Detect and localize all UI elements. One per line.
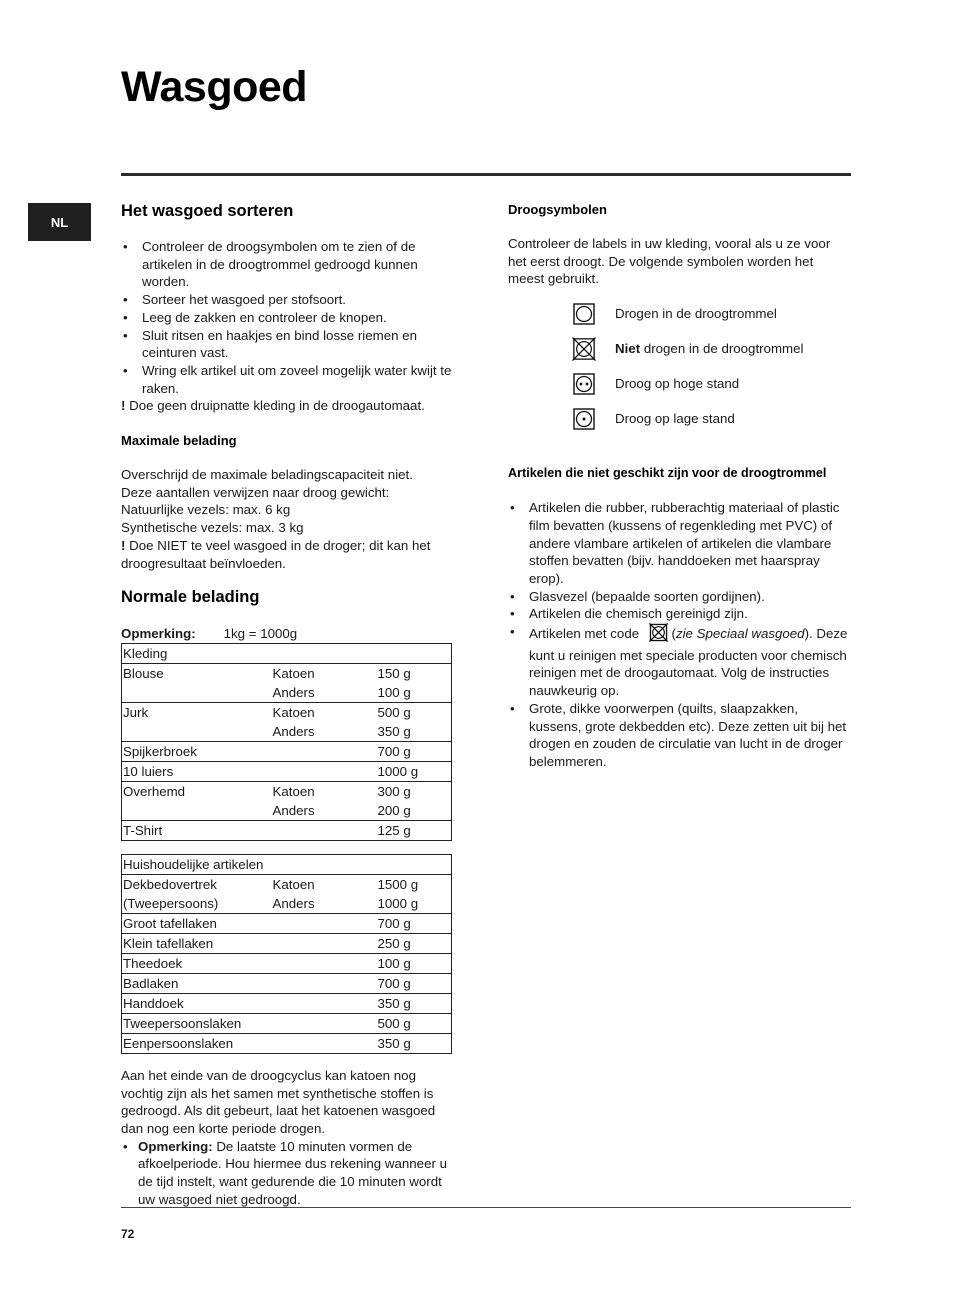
weight-cell: 300 g: [377, 781, 452, 801]
item-cell: Overhemd: [122, 781, 272, 801]
symbol-label: Niet drogen in de droogtrommel: [615, 340, 804, 356]
fabric-cell: Anders: [272, 723, 315, 739]
weight-cell: 1500 g: [377, 874, 452, 894]
item-cell: Badlaken: [122, 973, 272, 993]
table-row: [122, 761, 452, 781]
end-note-list: [121, 1138, 457, 1209]
fabric-cell: [272, 993, 377, 1013]
max-heading: Maximale belading: [121, 433, 237, 449]
fabric-cell: [272, 1033, 377, 1053]
item-cell: Blouse: [122, 663, 272, 683]
normal-heading: Normale belading: [121, 588, 260, 607]
sort-heading: Het wasgoed sorteren: [121, 202, 294, 220]
fabric-cell: Katoen: [272, 874, 377, 894]
fabric-cell: Anders: [272, 802, 315, 818]
fabric-cell: [272, 933, 377, 953]
list-item: • Artikelen die rubber, rubberachtig materiaal of plastic film bevatten (kussens of regenkleding met PVC) of andere vlambare artikelen of artikelen die vlambare stoffen bevatten (bijv. handdoeken met haarspray erop).: [508, 499, 850, 588]
weight-cell: 200 g: [377, 802, 411, 818]
normal-note: Opmerking: 1kg = 1000g: [121, 626, 298, 642]
table-row: [122, 993, 452, 1013]
item-cell: Groot tafellaken: [122, 913, 272, 933]
table-row: [122, 781, 452, 801]
weight-cell: 350 g: [377, 723, 411, 739]
fabric-cell: [272, 761, 377, 781]
table-row: [122, 973, 452, 993]
weight-cell: 700 g: [377, 973, 452, 993]
sort-warning: ! Doe geen druipnatte kleding in de droogautomaat.: [121, 398, 425, 414]
weight-cell: 350 g: [377, 1033, 452, 1053]
item-cell: T-Shirt: [122, 820, 272, 840]
item-cell: 10 luiers: [122, 761, 272, 781]
item-cell: Spijkerbroek: [122, 741, 272, 761]
symbol-row: [508, 296, 850, 331]
symbol-label: Drogen in de droogtrommel: [615, 305, 777, 321]
fabric-cell: [272, 953, 377, 973]
weight-cell: 700 g: [377, 741, 452, 761]
fabric-cell: Anders: [272, 684, 315, 700]
weight-cell: 125 g: [377, 820, 452, 840]
list-item: • Artikelen die chemisch gereinigd zijn.: [508, 605, 850, 623]
list-item: • Controleer de droogsymbolen om te zien of de artikelen in de droogtrommel gedroogd kunnen worden.: [121, 238, 457, 291]
fabric-cell: [272, 1013, 377, 1033]
fabric-cell: Katoen: [272, 781, 377, 801]
unsuitable-heading: Artikelen die niet geschikt zijn voor de droogtrommel: [508, 466, 827, 481]
max-warning: ! Doe NIET te veel wasgoed in de droger; dit kan het droogresultaat beïnvloeden.: [121, 537, 431, 571]
item-cell: Theedoek: [122, 953, 272, 973]
table-row: [122, 933, 452, 953]
fabric-cell: [272, 973, 377, 993]
page-title: Wasgoed: [121, 63, 308, 111]
table-row: [122, 722, 452, 742]
table-header: Huishoudelijke artikelen: [123, 856, 264, 872]
item-cell: Klein tafellaken: [122, 933, 272, 953]
weight-cell: 500 g: [377, 702, 452, 722]
weight-cell: 100 g: [377, 953, 452, 973]
symbols-intro: Controleer de labels in uw kleding, vooral als u ze voor het eerst droogt. De volgende symbolen worden het meest gebruikt.: [508, 236, 831, 287]
weight-cell: 500 g: [377, 1013, 452, 1033]
table-row: [122, 801, 452, 821]
fabric-cell: Katoen: [272, 702, 377, 722]
table-row: [122, 663, 452, 683]
page-number: 72: [121, 1227, 135, 1241]
list-item: • Sorteer het wasgoed per stofsoort.: [121, 291, 457, 309]
item-cell: Handdoek: [122, 993, 272, 1013]
table-row: [122, 913, 452, 933]
dry-high-heat-icon: [572, 372, 596, 396]
warning-mark: !: [121, 398, 126, 414]
do-not-tumble-dry-icon: [572, 337, 596, 361]
fabric-cell: Katoen: [272, 663, 377, 683]
unsuitable-list: [508, 499, 850, 771]
symbol-row: [508, 401, 850, 436]
list-item: • Wring elk artikel uit om zoveel mogelijk water kwijt te raken.: [121, 362, 457, 397]
table-header-row: [122, 854, 452, 874]
end-text: Aan het einde van de droogcyclus kan katoen nog vochtig zijn als het samen met synthetische stoffen is gedroogd. Als dit gebeurt, laat het katoenen wasgoed dan nog een korte periode drogen.: [121, 1067, 436, 1137]
top-divider: [121, 173, 851, 176]
table-row: [122, 741, 452, 761]
item-cell: [122, 683, 272, 703]
symbol-row: [508, 366, 850, 401]
max-text: Overschrijd de maximale beladingscapaciteit niet. Deze aantallen verwijzen naar droog gewicht: Natuurlijke vezels: max. 6 kg Synthetische vezels: max. 3 kg ! Doe NIET te veel wasgoed in de droger; dit kan het droogresultaat beïnvloeden.: [121, 466, 457, 572]
table-row: [122, 1013, 452, 1033]
item-cell: Eenpersoonslaken: [122, 1033, 272, 1053]
table-row: [122, 1033, 452, 1053]
table-header-row: [122, 643, 452, 663]
weight-cell: 350 g: [377, 993, 452, 1013]
bottom-divider: [121, 1207, 851, 1208]
item-cell: (Tweepersoons): [123, 895, 219, 911]
clothing-table: [121, 643, 452, 841]
list-item: • Opmerking: De laatste 10 minuten vormen de afkoelperiode. Hou hiermee dus rekening wanneer u de tijd instelt, want gedurende die 10 minuten wordt uw wasgoed niet gedroogd.: [121, 1138, 457, 1209]
list-item: • Artikelen met code (zie Speciaal wasgoed). Deze kunt u reinigen met speciale producten voor chemisch reinigen met de droogautomaat. Volg de instructies nauwkeurig op.: [508, 623, 850, 700]
list-item: • Glasvezel (bepaalde soorten gordijnen).: [508, 588, 850, 606]
list-item: • Sluit ritsen en haakjes en bind losse riemen en ceinturen vast.: [121, 327, 457, 362]
item-cell: [122, 722, 272, 742]
table-row: [122, 894, 452, 914]
item-cell: [122, 801, 272, 821]
weight-cell: 150 g: [377, 663, 452, 683]
symbols-heading: Droogsymbolen: [508, 202, 607, 217]
table-row: [122, 702, 452, 722]
weight-cell: 1000 g: [377, 895, 419, 911]
fabric-cell: [272, 820, 377, 840]
symbol-label: Droog op lage stand: [615, 410, 735, 426]
warning-mark: !: [121, 537, 126, 553]
table-row: [122, 820, 452, 840]
language-tab: NL: [28, 203, 91, 241]
table-row: [122, 953, 452, 973]
weight-cell: 1000 g: [377, 761, 452, 781]
weight-cell: 100 g: [377, 684, 411, 700]
item-cell: Tweepersoonslaken: [122, 1013, 272, 1033]
sort-list: [121, 238, 457, 397]
list-item: • Leeg de zakken en controleer de knopen.: [121, 309, 457, 327]
left-column: [121, 201, 457, 1209]
table-header: Kleding: [123, 645, 168, 661]
dry-low-heat-icon: [572, 407, 596, 431]
table-row: [122, 683, 452, 703]
table-row: [122, 874, 452, 894]
tumble-dry-icon: [572, 302, 596, 326]
weight-cell: 700 g: [377, 913, 452, 933]
item-cell: Dekbedovertrek: [122, 874, 272, 894]
symbol-list: [508, 296, 850, 436]
fabric-cell: [272, 741, 377, 761]
symbol-label: Droog op hoge stand: [615, 375, 740, 391]
item-cell: Jurk: [122, 702, 272, 722]
do-not-tumble-dry-icon: [649, 623, 668, 647]
weight-cell: 250 g: [377, 933, 452, 953]
symbol-row: [508, 331, 850, 366]
fabric-cell: Anders: [272, 895, 315, 911]
list-item: • Grote, dikke voorwerpen (quilts, slaapzakken, kussens, grote dekbedden etc). Deze zetten uit bij het drogen en zouden de circulatie van lucht in de droger belemmeren.: [508, 700, 850, 771]
household-table: [121, 854, 452, 1054]
fabric-cell: [272, 913, 377, 933]
right-column: [508, 201, 850, 771]
